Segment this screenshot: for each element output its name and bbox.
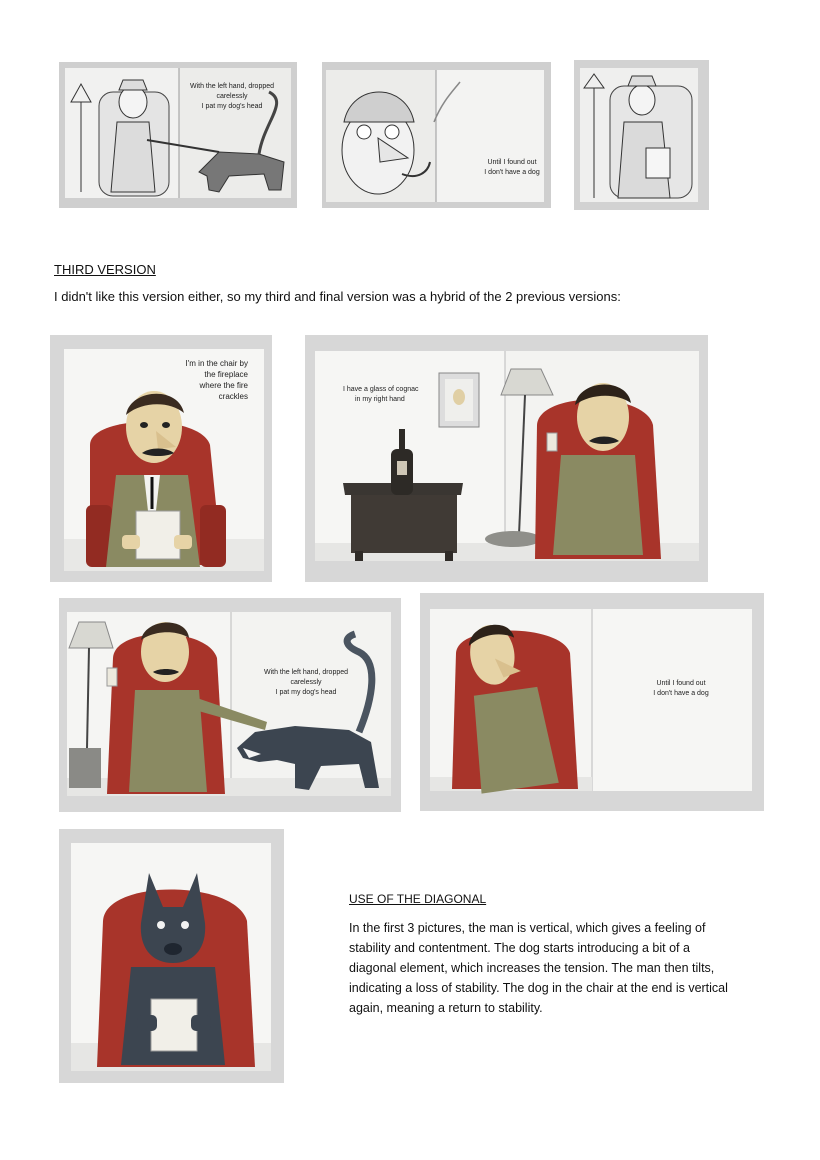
final-chair-page-photo (50, 335, 272, 582)
sketch-spread-found-out-photo (322, 62, 551, 208)
found-out-spread-illustration (420, 593, 764, 811)
pat-text-line: carelessly (290, 679, 322, 686)
sketch-reading-illustration (574, 60, 709, 210)
chair-text-line: where the fire (199, 381, 248, 390)
sketch-spread-pat-dog-photo (59, 62, 297, 208)
section-heading-third-version: THIRD VERSION (54, 262, 156, 277)
final-found-out-spread-photo (420, 593, 764, 811)
sketch-pat-text-line: carelessly (216, 93, 248, 100)
found-text-line: I don't have a dog (653, 690, 709, 697)
sketch-reading-man-photo (574, 60, 709, 210)
chair-text-line: crackles (218, 392, 248, 401)
cognac-spread-illustration (305, 335, 708, 582)
pat-dog-spread-illustration (59, 598, 401, 812)
chair-text-line: the fireplace (204, 370, 248, 379)
final-wolf-in-chair-photo (59, 829, 284, 1083)
section-intro: I didn't like this version either, so my third and final version was a hybrid of the 2 previous versions: (54, 289, 621, 304)
sketch-found-text-line: I don't have a dog (484, 169, 540, 176)
diagonal-heading: USE OF THE DIAGONAL (349, 892, 487, 906)
sketch-found-text-line: Until I found out (487, 159, 537, 166)
sketch-pat-text-line: With the left hand, dropped (189, 83, 275, 90)
final-cognac-spread-photo (305, 335, 708, 582)
cognac-text-line: in my right hand (355, 396, 405, 403)
pat-text-line: With the left hand, dropped (263, 669, 349, 676)
sketch-found-illustration (322, 62, 551, 208)
wolf-chair-illustration (59, 829, 284, 1083)
sketch-pat-text-line: I pat my dog's head (201, 103, 263, 110)
found-text-line: Until I found out (656, 680, 706, 687)
cognac-text-line: I have a glass of cognac (343, 386, 419, 393)
chair-text-line: I'm in the chair by (185, 359, 248, 368)
final-pat-dog-spread-photo (59, 598, 401, 812)
pat-text-line: I pat my dog's head (275, 689, 337, 696)
diagonal-paragraph: In the first 3 pictures, the man is vertical, which gives a feeling of stability and contentment. The dog starts introducing a bit of a diagonal element, which increases the tension. The man then tilts, indicating a loss of stability. The dog in the chair at the end is vertical again, meaning a return to stability. (349, 921, 728, 1015)
